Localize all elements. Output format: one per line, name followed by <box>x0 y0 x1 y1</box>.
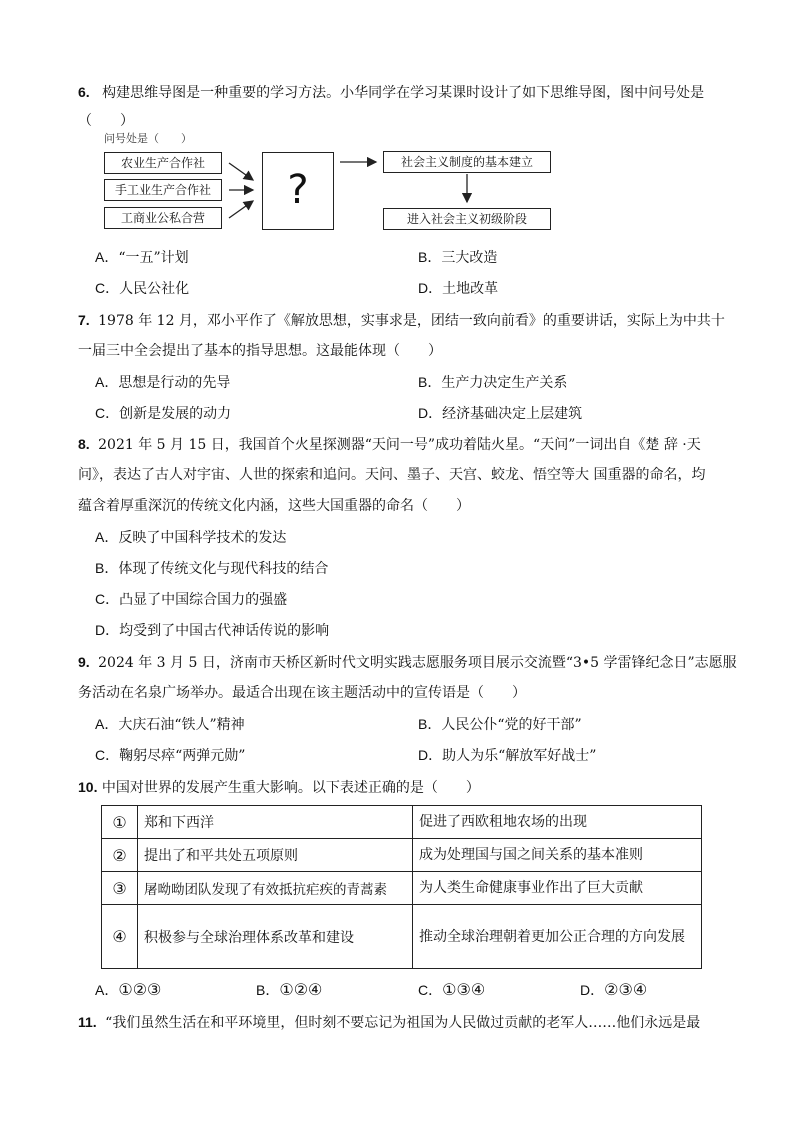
row-impact: 为人类生命健康事业作出了巨大贡献 <box>413 872 702 905</box>
q7-option-b[interactable]: B．生产力决定生产关系 <box>418 374 568 391</box>
q10-stem <box>78 777 480 798</box>
q7-option-c[interactable]: C．创新是发展的动力 <box>95 405 232 422</box>
q10-option-a[interactable]: A．①②③ <box>95 980 162 999</box>
table-row <box>102 905 702 969</box>
row-impact: 推动全球治理朝着更加公正合理的方向发展 <box>413 905 702 969</box>
arrow-commerce <box>229 201 253 218</box>
q9-option-d[interactable]: D．助人为乐“解放军好战士” <box>418 747 597 764</box>
row-impact: 促进了西欧租地农场的出现 <box>413 806 702 839</box>
mindmap-box-system-established: 社会主义制度的基本建立 <box>383 151 551 173</box>
q9-option-b[interactable]: B．人民公仆“党的好干部” <box>418 716 582 733</box>
q9-option-c[interactable]: C．鞠躬尽瘁“两弹元勋” <box>95 747 246 764</box>
row-impact: 成为处理国与国之间关系的基本准则 <box>413 839 702 872</box>
arrow-agri <box>229 163 253 180</box>
q9-stem-line2: 务活动在名泉广场举办。最适合出现在该主题活动中的宣传语是（ ） <box>78 685 526 701</box>
table-row <box>102 806 702 839</box>
q9-option-a[interactable]: A．大庆石油“铁人”精神 <box>95 716 245 733</box>
q11-stem-line1 <box>78 1012 700 1033</box>
row-event: 屠呦呦团队发现了有效抵抗疟疾的青蒿素 <box>138 872 413 905</box>
q6-option-a[interactable]: A．“一五”计划 <box>95 249 189 266</box>
q8-number: 8. <box>78 436 90 452</box>
table-row <box>102 839 702 872</box>
table-row <box>102 872 702 905</box>
q7-number: 7. <box>78 312 90 328</box>
q11-number: 11. <box>78 1014 97 1030</box>
mindmap-box-agri: 农业生产合作社 <box>104 152 222 174</box>
q10-number: 10. <box>78 779 98 795</box>
q8-stem-line3: 蕴含着厚重深沉的传统文化内涵，这些大国重器的命名（ ） <box>78 498 470 514</box>
mindmap-box-commerce: 工商业公私合营 <box>104 207 222 229</box>
q10-table <box>101 805 702 969</box>
q7-stem-line2: 一届三中全会提出了基本的指导思想。这最能体现（ ） <box>78 343 442 359</box>
q6-number: 6. <box>78 84 90 100</box>
row-number: ④ <box>102 905 138 969</box>
q7-stem-line1 <box>78 310 725 331</box>
q8-option-b[interactable]: B．体现了传统文化与现代科技的结合 <box>95 560 329 577</box>
q9-stem-text: 2024 年 3 月 5 日，济南市天桥区新时代文明实践志愿服务项目展示交流暨“3•5 学雷锋纪念日”志愿服 <box>98 655 737 671</box>
q6-option-d[interactable]: D．土地改革 <box>418 280 499 297</box>
q8-stem-line1 <box>78 434 701 455</box>
row-event: 积极参与全球治理体系改革和建设 <box>138 905 413 969</box>
q6-stem-text: 构建思维导图是一种重要的学习方法。小华同学在学习某课时设计了如下思维导图，图中问号处是 <box>102 85 705 101</box>
q8-stem-text: 2021 年 5 月 15 日，我国首个火星探测器“天问一号”成功着陆火星。“天问”一词出自《楚 辞 ·天 <box>98 437 701 453</box>
q10-option-c[interactable]: C．①③④ <box>418 980 486 999</box>
q7-option-d[interactable]: D．经济基础决定上层建筑 <box>418 405 583 422</box>
q6-option-c[interactable]: C．人民公社化 <box>95 280 190 297</box>
q8-option-c[interactable]: C．凸显了中国综合国力的强盛 <box>95 591 288 608</box>
q6-stem-line2: （ ） <box>78 113 134 129</box>
row-number: ③ <box>102 872 138 905</box>
mindmap-question-box: ? <box>262 152 334 230</box>
q9-number: 9. <box>78 654 90 670</box>
q9-stem-line1 <box>78 652 737 673</box>
q7-option-a[interactable]: A．思想是行动的先导 <box>95 374 231 391</box>
mindmap-box-primary-stage: 进入社会主义初级阶段 <box>383 208 551 230</box>
q11-stem-text: “我们虽然生活在和平环境里，但时刻不要忘记为祖国为人民做过贡献的老军人……他们永远是最 <box>105 1015 701 1031</box>
row-event: 提出了和平共处五项原则 <box>138 839 413 872</box>
q10-stem-text: 中国对世界的发展产生重大影响。以下表述正确的是（ ） <box>101 780 480 796</box>
q8-stem-line2: 问》，表达了古人对宇宙、人世的探索和追问。天问、墨子、天宫、蛟龙、悟空等大 国重器的命名，均 <box>78 467 706 483</box>
row-event: 郑和下西洋 <box>138 806 413 839</box>
q7-stem-text: 1978 年 12 月，邓小平作了《解放思想，实事求是，团结一致向前看》的重要讲话，实际上为中共十 <box>98 313 725 329</box>
q10-option-b[interactable]: B．①②④ <box>256 980 323 999</box>
q8-option-d[interactable]: D．均受到了中国古代神话传说的影响 <box>95 622 330 639</box>
mindmap-box-handicraft: 手工业生产合作社 <box>104 179 222 201</box>
row-number: ② <box>102 839 138 872</box>
q6-cut-text: 问号处是（ ） <box>104 132 192 145</box>
q10-option-d[interactable]: D．②③④ <box>580 980 648 999</box>
q6-option-b[interactable]: B．三大改造 <box>418 249 498 266</box>
q8-option-a[interactable]: A．反映了中国科学技术的发达 <box>95 529 287 546</box>
row-number: ① <box>102 806 138 839</box>
